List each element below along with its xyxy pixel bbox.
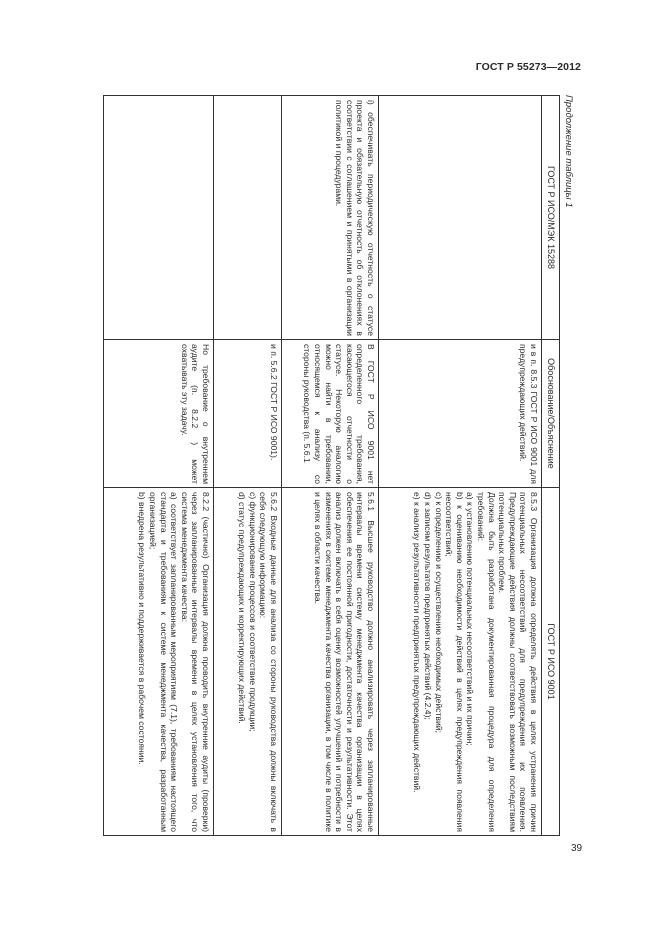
table-cell — [104, 96, 214, 340]
comparison-table — [103, 95, 560, 836]
cell-paragraph: e) к анализу результативности предпринятых предупреждающих действий. — [412, 492, 423, 793]
table-cell: и п. 5.6.2 ГОСТ Р ИСО 9001). — [214, 340, 282, 488]
cell-paragraph: 5.6.2 Входные данные для анализа со стороны руководства должны включать в себя следующую информацию: — [258, 492, 279, 832]
cell-paragraph: d) статус предупреждающих и корректирующих действий. — [237, 492, 248, 724]
table-cell — [104, 488, 214, 836]
column-header: ГОСТ Р ИСО/МЭК 15288 — [542, 96, 560, 340]
table-row — [214, 96, 282, 836]
page-number: 39 — [571, 843, 583, 854]
document-header: ГОСТ Р 55273—2012 — [475, 61, 581, 73]
cell-paragraph: b) к оцениванию необходимости действий в целях предупреждения появления несоответствий; — [444, 492, 465, 832]
column-header: Обоснование/Объяснение — [542, 340, 560, 488]
table-cell: и в п. 8.5.3 ГОСТ Р ИСО 9001 для предупреждающих действий. — [379, 340, 542, 488]
table-cell: Но требование о внутреннем аудите (п. 8.2.2 ) может охватывать эту задачу. — [104, 340, 214, 488]
column-header: ГОСТ Р ИСО 9001 — [542, 488, 560, 836]
cell-paragraph: 8.2.2 (частично) Организация должна проводить внутренние аудиты (проверки) через запланированные интервалы времени в целях установления того, что система менеджмента качества: — [179, 492, 211, 832]
table-caption: Продолжение таблицы 1 — [563, 95, 574, 208]
cell-paragraph: a) соответствует запланированным мероприятиям (7.1), требованиям настоящего стандарта и требованиям к системе менеджмента качества, разработанным организацией; — [148, 492, 180, 832]
cell-paragraph: 5.6.1 Высшее руководство должно анализировать через запланированные интервалы времени систему менеджмента качества организации в целях обеспечения ее постоянной пригодности, достаточности и результативности. Этот анализ должен включать в себя оценку возможностей улучшений и потребности в изменениях в системе менеджмента качества организации, в том числе в политике и целях в области качества. — [313, 492, 376, 832]
cell-paragraph: Должна быть разработана документированная процедура для определения требований: — [476, 492, 497, 832]
table-cell — [282, 488, 379, 836]
cell-paragraph: b) внедрена результативно и поддерживается в рабочем состоянии. — [137, 492, 148, 765]
cell-paragraph: c) функционирование процессов и соответствие продукции; — [247, 492, 258, 732]
cell-paragraph: d) к записям результатов предпринятых действий (4.2.4); — [423, 492, 434, 720]
table-cell: В ГОСТ Р ИСО 9001 нет определенного требования, касающегося отчетности о статусе. Некоторую аналогию можно найти в требовании, относящемся к анализу со стороны руководства (п. 5.6.1 — [282, 340, 379, 488]
table-cell — [214, 96, 282, 340]
table-row — [282, 96, 379, 836]
table-cell: i) обеспечивать периодическую отчетность о статусе проекта и обязательную отчетность об отклонениях в соответствии с соглашением и принятыми в организации политикой и процедурами. — [282, 96, 379, 340]
table-cell — [379, 488, 542, 836]
cell-paragraph: c) к определению и осуществлению необходимых действий; — [433, 492, 444, 733]
table-header-row — [542, 96, 560, 836]
table-cell — [379, 96, 542, 340]
table-row — [379, 96, 542, 836]
rotated-table-area — [60, 95, 574, 835]
cell-paragraph: a) к установлению потенциальных несоответствий и их причин; — [465, 492, 476, 746]
table-row — [104, 96, 214, 836]
table-cell — [214, 488, 282, 836]
cell-paragraph: 8.5.3 Организация должна определять действия в целях устранения причин потенциальных несоответствий для предупреждения их появления. Предупреждающие действия должны соответствовать возможным последствиям потенциальных проблем. — [497, 492, 539, 832]
